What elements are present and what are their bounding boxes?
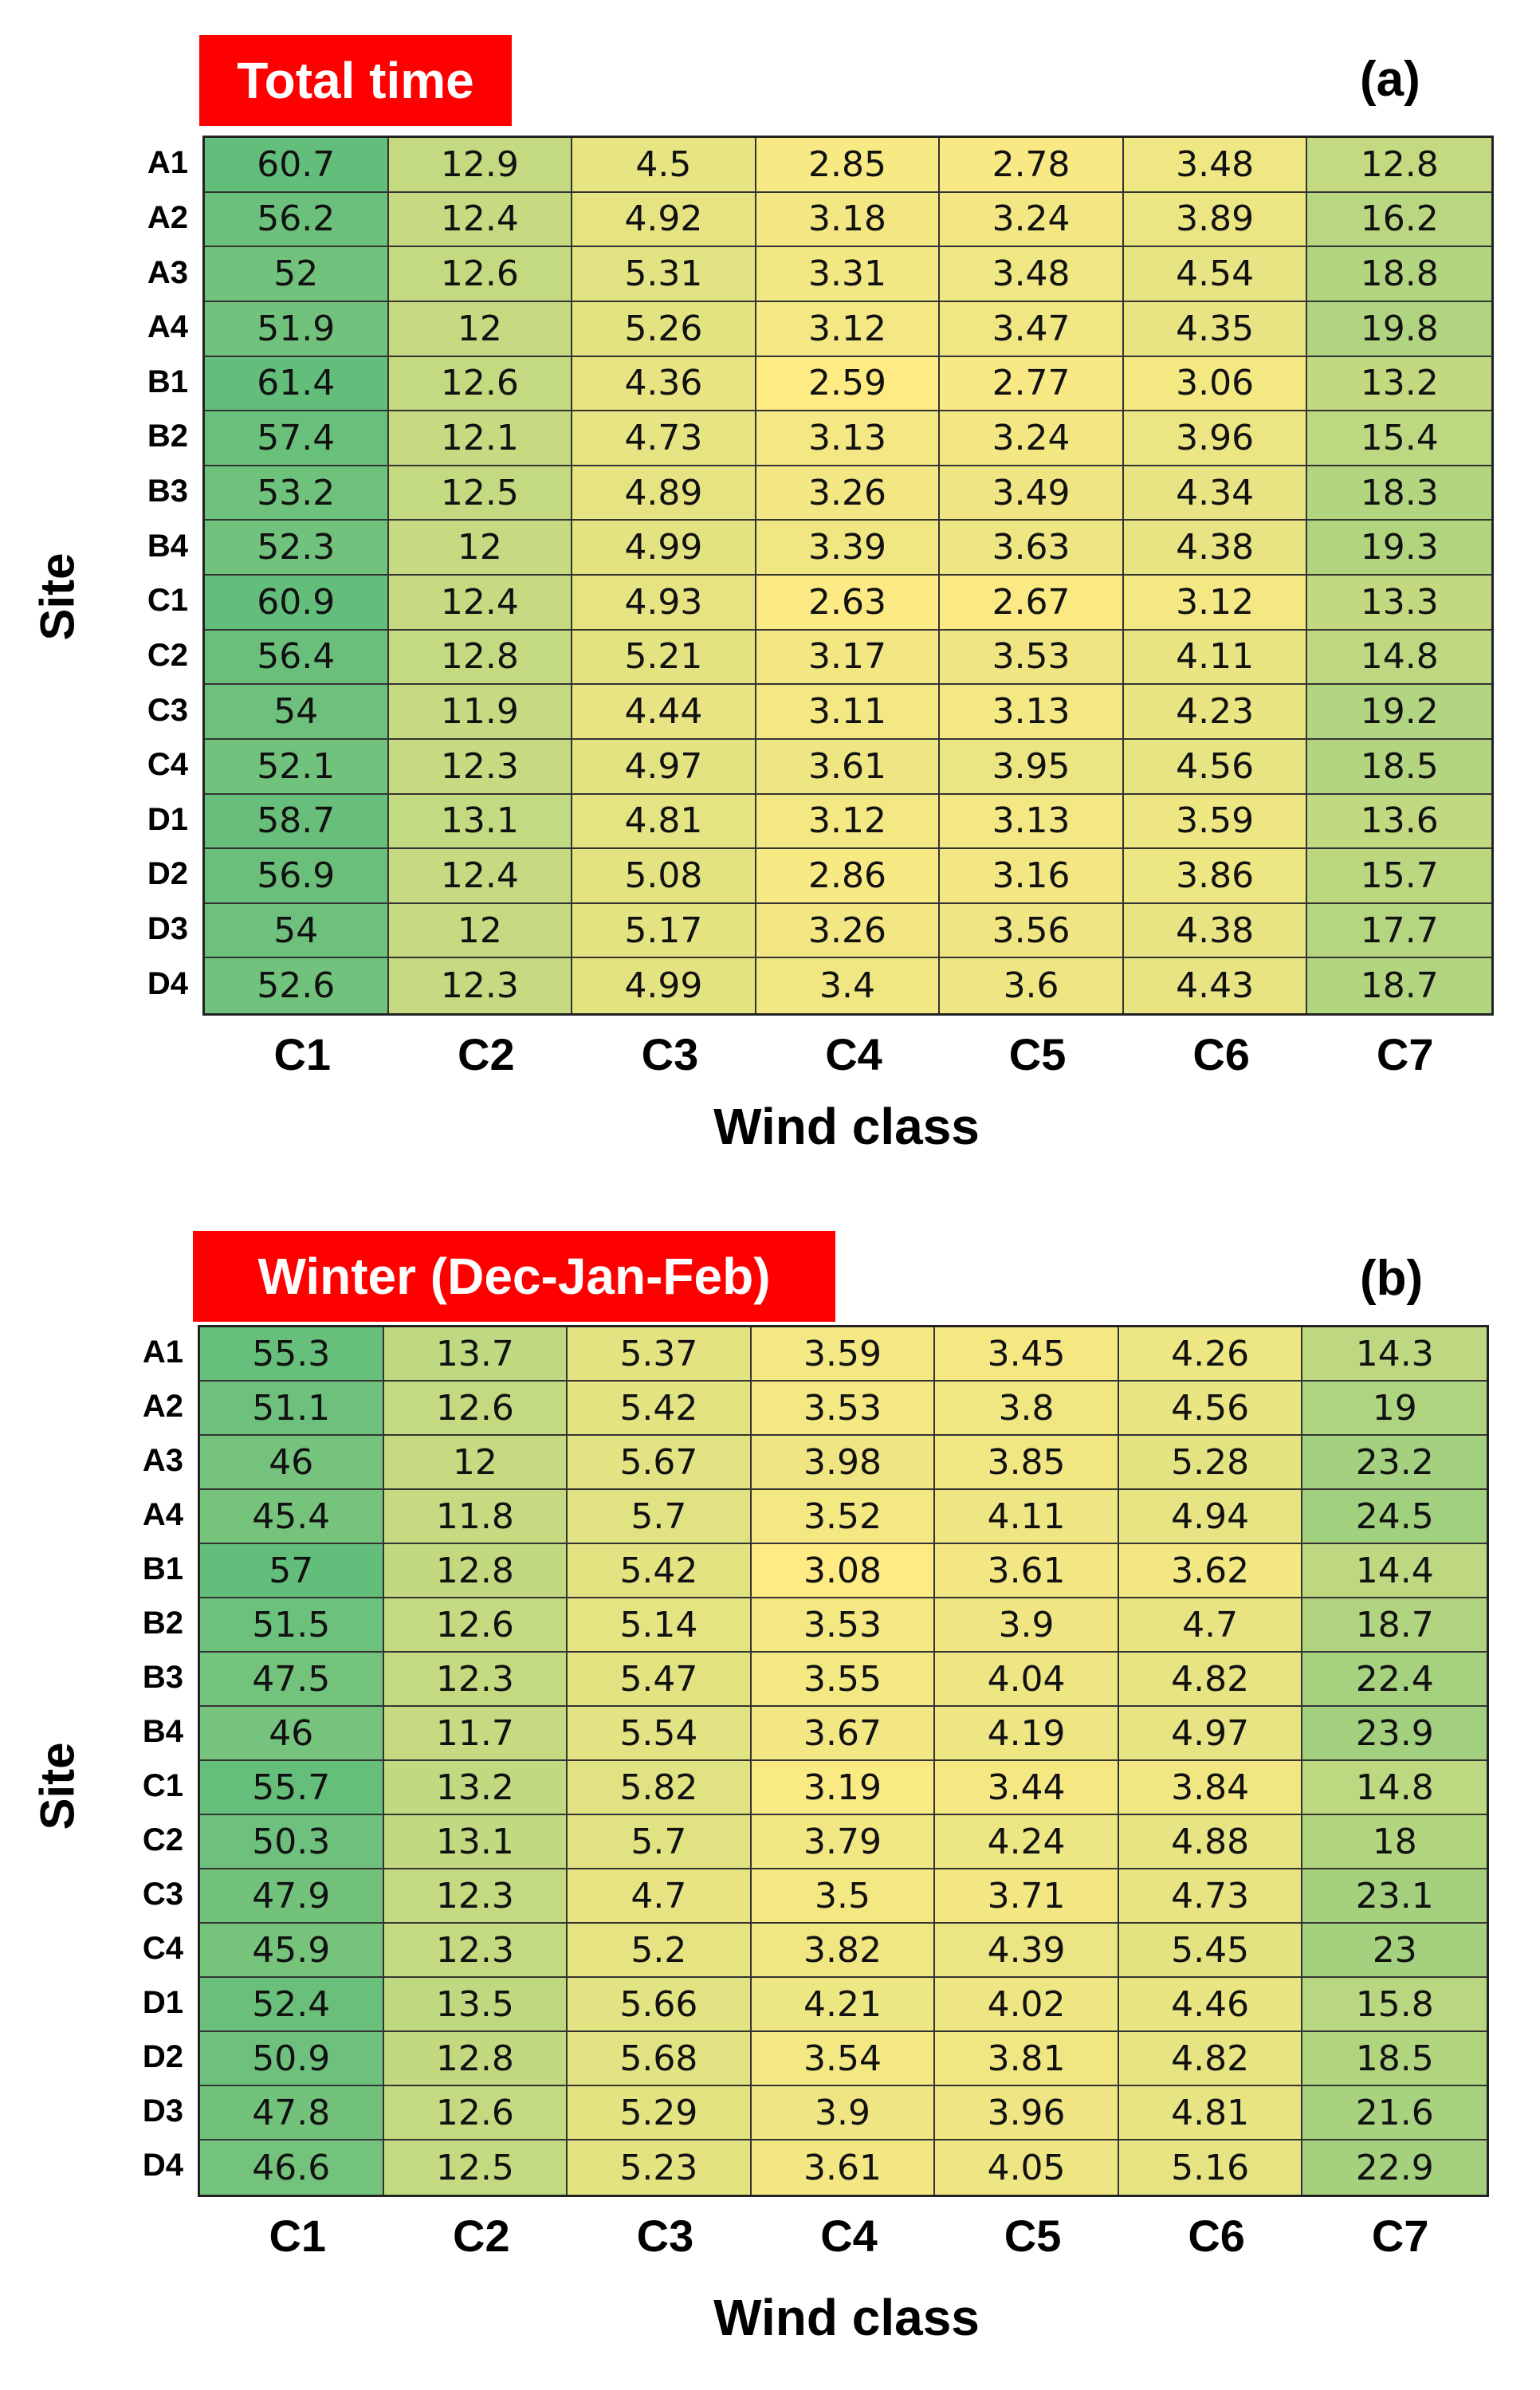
heatmap-cell: 4.19 (935, 1707, 1119, 1761)
heatmap-cell: 52.3 (205, 521, 389, 576)
heatmap-cell: 5.26 (572, 302, 756, 357)
heatmap-cell: 4.82 (1119, 1653, 1303, 1707)
heatmap-cell: 5.37 (568, 1327, 752, 1382)
heatmap-cell: 3.55 (752, 1653, 936, 1707)
heatmap-grid (202, 136, 1494, 1016)
heatmap-cell: 18.3 (1307, 466, 1491, 521)
chart-title: Winter (Dec-Jan-Feb) (193, 1231, 835, 1322)
heatmap-cell: 5.29 (568, 2086, 752, 2140)
heatmap-cell: 4.73 (572, 411, 756, 466)
heatmap-cell: 3.48 (940, 247, 1124, 302)
heatmap-cell: 13.7 (384, 1327, 568, 1382)
heatmap-cell: 12 (389, 302, 573, 357)
heatmap-cell: 2.63 (756, 576, 941, 631)
heatmap-cell: 12.6 (389, 357, 573, 412)
heatmap-cell: 19 (1302, 1382, 1487, 1436)
heatmap-cell: 23.9 (1302, 1707, 1487, 1761)
heatmap-cell: 18.8 (1307, 247, 1491, 302)
heatmap-cell: 3.96 (935, 2086, 1119, 2140)
heatmap-cell: 3.16 (940, 849, 1124, 904)
column-label: C3 (636, 2211, 694, 2261)
heatmap-cell: 18.7 (1302, 1598, 1487, 1653)
heatmap-cell: 4.21 (752, 1978, 936, 2032)
x-axis-title: Wind class (713, 1098, 980, 1155)
x-axis-title: Wind class (713, 2289, 980, 2346)
heatmap-cell: 13.1 (384, 1815, 568, 1869)
heatmap-cell: 51.1 (200, 1382, 384, 1436)
heatmap-cell: 19.3 (1307, 521, 1491, 576)
heatmap-cell: 3.48 (1124, 138, 1308, 193)
heatmap-cell: 61.4 (205, 357, 389, 412)
heatmap-cell: 12.6 (384, 1382, 568, 1436)
row-label: A4 (142, 1497, 183, 1532)
heatmap-cell: 54 (205, 904, 389, 959)
row-label: A3 (142, 1443, 183, 1478)
heatmap-cell: 3.19 (752, 1761, 936, 1815)
heatmap-cell: 3.11 (756, 685, 941, 740)
column-label: C6 (1188, 2211, 1245, 2261)
heatmap-cell: 23.1 (1302, 1869, 1487, 1924)
heatmap-cell: 12.1 (389, 411, 573, 466)
heatmap-cell: 12.6 (384, 2086, 568, 2140)
row-label: B1 (142, 1551, 183, 1586)
row-label: B3 (142, 1660, 183, 1695)
row-label: D3 (147, 911, 188, 947)
heatmap-cell: 45.9 (200, 1924, 384, 1978)
heatmap-cell: 52.4 (200, 1978, 384, 2032)
heatmap-cell: 5.68 (568, 2032, 752, 2086)
heatmap-cell: 22.4 (1302, 1653, 1487, 1707)
row-label: C4 (147, 747, 188, 783)
heatmap-cell: 3.98 (752, 1436, 936, 1490)
heatmap-cell: 4.26 (1119, 1327, 1303, 1382)
heatmap-cell: 3.13 (756, 411, 941, 466)
row-label: B2 (142, 1606, 183, 1641)
row-label: B4 (142, 1714, 183, 1749)
heatmap-cell: 4.99 (572, 521, 756, 576)
row-label: C1 (142, 1768, 183, 1803)
column-label: C4 (825, 1029, 882, 1079)
column-label: C3 (641, 1029, 699, 1079)
heatmap-cell: 5.17 (572, 904, 756, 959)
row-label: C2 (142, 1822, 183, 1857)
heatmap-cell: 12.8 (384, 2032, 568, 2086)
heatmap-cell: 16.2 (1307, 193, 1491, 248)
heatmap-cell: 3.31 (756, 247, 941, 302)
heatmap-cell: 12.3 (384, 1924, 568, 1978)
heatmap-cell: 52.1 (205, 740, 389, 795)
heatmap-cell: 12.3 (384, 1653, 568, 1707)
heatmap-cell: 3.85 (935, 1436, 1119, 1490)
heatmap-cell: 2.77 (940, 357, 1124, 412)
heatmap-cell: 4.23 (1124, 685, 1308, 740)
heatmap-cell: 12.3 (384, 1869, 568, 1924)
heatmap-cell: 12.3 (389, 740, 573, 795)
row-label: C2 (147, 637, 188, 673)
heatmap-cell: 3.71 (935, 1869, 1119, 1924)
heatmap-cell: 17.7 (1307, 904, 1491, 959)
row-label: A2 (142, 1389, 183, 1424)
heatmap-cell: 12.4 (389, 193, 573, 248)
heatmap-cell: 3.61 (756, 740, 941, 795)
heatmap-cell: 12.4 (389, 849, 573, 904)
heatmap-cell: 50.9 (200, 2032, 384, 2086)
heatmap-cell: 4.04 (935, 1653, 1119, 1707)
heatmap-cell: 12.5 (384, 2140, 568, 2195)
heatmap-cell: 4.56 (1119, 1382, 1303, 1436)
chart-title: Total time (199, 35, 512, 126)
heatmap-cell: 4.35 (1124, 302, 1308, 357)
row-label: B3 (147, 474, 188, 509)
heatmap-cell: 3.24 (940, 193, 1124, 248)
heatmap-cell: 12.8 (1307, 138, 1491, 193)
heatmap-cell: 3.79 (752, 1815, 936, 1869)
heatmap-cell: 4.73 (1119, 1869, 1303, 1924)
heatmap-cell: 3.54 (752, 2032, 936, 2086)
heatmap-cell: 53.2 (205, 466, 389, 521)
heatmap-cell: 3.84 (1119, 1761, 1303, 1815)
heatmap-cell: 4.7 (568, 1869, 752, 1924)
heatmap-cell: 12 (389, 904, 573, 959)
heatmap-cell: 56.4 (205, 631, 389, 686)
heatmap-cell: 13.5 (384, 1978, 568, 2032)
heatmap-cell: 46 (200, 1707, 384, 1761)
heatmap-cell: 60.9 (205, 576, 389, 631)
heatmap-cell: 12.3 (389, 958, 573, 1013)
heatmap-cell: 4.89 (572, 466, 756, 521)
heatmap-cell: 3.26 (756, 904, 941, 959)
row-label: A1 (142, 1335, 183, 1370)
column-label: C7 (1376, 1029, 1434, 1079)
heatmap-cell: 12.6 (389, 247, 573, 302)
heatmap-cell: 4.36 (572, 357, 756, 412)
row-label: B4 (147, 528, 188, 564)
row-label: C4 (142, 1931, 183, 1966)
heatmap-cell: 12.5 (389, 466, 573, 521)
heatmap-cell: 5.2 (568, 1924, 752, 1978)
heatmap-cell: 4.94 (1119, 1490, 1303, 1544)
heatmap-cell: 57 (200, 1544, 384, 1598)
heatmap-cell: 3.8 (935, 1382, 1119, 1436)
heatmap-cell: 3.49 (940, 466, 1124, 521)
heatmap-cell: 3.89 (1124, 193, 1308, 248)
heatmap-cell: 5.47 (568, 1653, 752, 1707)
heatmap-cell: 3.17 (756, 631, 941, 686)
heatmap-cell: 4.97 (572, 740, 756, 795)
heatmap-cell: 4.11 (1124, 631, 1308, 686)
heatmap-cell: 3.12 (756, 302, 941, 357)
heatmap-cell: 4.44 (572, 685, 756, 740)
heatmap-cell: 13.2 (384, 1761, 568, 1815)
column-label: C5 (1004, 2211, 1062, 2261)
heatmap-cell: 3.08 (752, 1544, 936, 1598)
heatmap-cell: 12.4 (389, 576, 573, 631)
heatmap-cell: 13.1 (389, 795, 573, 850)
heatmap-cell: 4.88 (1119, 1815, 1303, 1869)
column-label: C7 (1371, 2211, 1429, 2261)
heatmap-cell: 5.42 (568, 1382, 752, 1436)
heatmap-cell: 12.8 (389, 631, 573, 686)
heatmap-cell: 3.59 (1124, 795, 1308, 850)
heatmap-cell: 14.3 (1302, 1327, 1487, 1382)
row-label: B1 (147, 364, 188, 399)
heatmap-cell: 5.7 (568, 1815, 752, 1869)
heatmap-cell: 4.11 (935, 1490, 1119, 1544)
row-label: D2 (147, 856, 188, 892)
heatmap-cell: 47.8 (200, 2086, 384, 2140)
heatmap-cell: 3.06 (1124, 357, 1308, 412)
heatmap-cell: 3.53 (752, 1598, 936, 1653)
heatmap-cell: 46.6 (200, 2140, 384, 2195)
heatmap-cell: 11.8 (384, 1490, 568, 1544)
heatmap-cell: 2.59 (756, 357, 941, 412)
heatmap-cell: 52 (205, 247, 389, 302)
heatmap-cell: 2.67 (940, 576, 1124, 631)
heatmap-cell: 3.56 (940, 904, 1124, 959)
column-label: C6 (1192, 1029, 1250, 1079)
heatmap-cell: 3.95 (940, 740, 1124, 795)
heatmap-cell: 5.14 (568, 1598, 752, 1653)
heatmap-cell: 3.12 (756, 795, 941, 850)
heatmap-cell: 3.44 (935, 1761, 1119, 1815)
heatmap-cell: 4.38 (1124, 521, 1308, 576)
row-label: A1 (147, 145, 188, 181)
y-axis-title: Site (30, 552, 84, 641)
heatmap-cell: 12.6 (384, 1598, 568, 1653)
heatmap-cell: 4.56 (1124, 740, 1308, 795)
heatmap-cell: 51.5 (200, 1598, 384, 1653)
heatmap-cell: 3.13 (940, 685, 1124, 740)
column-label: C1 (273, 1029, 332, 1079)
y-axis-title: Site (30, 1742, 84, 1830)
heatmap-cell: 11.7 (384, 1707, 568, 1761)
heatmap-cell: 3.96 (1124, 411, 1308, 466)
heatmap-cell: 15.4 (1307, 411, 1491, 466)
heatmap-cell: 3.24 (940, 411, 1124, 466)
heatmap-cell: 14.4 (1302, 1544, 1487, 1598)
heatmap-cell: 56.2 (205, 193, 389, 248)
heatmap-cell: 46 (200, 1436, 384, 1490)
heatmap-cell: 4.54 (1124, 247, 1308, 302)
heatmap-cell: 4.7 (1119, 1598, 1303, 1653)
heatmap-cell: 4.99 (572, 958, 756, 1013)
heatmap-cell: 5.67 (568, 1436, 752, 1490)
row-label: D4 (147, 965, 188, 1001)
row-label: C3 (142, 1877, 183, 1912)
row-label: D1 (142, 1985, 183, 2020)
heatmap-cell: 57.4 (205, 411, 389, 466)
heatmap-cell: 5.16 (1119, 2140, 1303, 2195)
heatmap-cell: 3.53 (940, 631, 1124, 686)
column-label: C4 (820, 2211, 878, 2261)
heatmap-cell: 23.2 (1302, 1436, 1487, 1490)
heatmap-cell: 11.9 (389, 685, 573, 740)
heatmap-cell: 24.5 (1302, 1490, 1487, 1544)
row-label: D1 (147, 801, 188, 837)
heatmap-cell: 4.5 (572, 138, 756, 193)
heatmap-panel-b (0, 1188, 1540, 2390)
heatmap-cell: 4.92 (572, 193, 756, 248)
heatmap-panel-a (0, 0, 1540, 1188)
row-label: A3 (147, 254, 188, 290)
heatmap-cell: 4.05 (935, 2140, 1119, 2195)
heatmap-cell: 3.9 (752, 2086, 936, 2140)
heatmap-cell: 15.7 (1307, 849, 1491, 904)
heatmap-cell: 15.8 (1302, 1978, 1487, 2032)
heatmap-cell: 14.8 (1307, 631, 1491, 686)
heatmap-cell: 3.39 (756, 521, 941, 576)
heatmap-cell: 18.5 (1302, 2032, 1487, 2086)
heatmap-cell: 2.78 (940, 138, 1124, 193)
heatmap-cell: 3.82 (752, 1924, 936, 1978)
heatmap-cell: 3.61 (752, 2140, 936, 2195)
heatmap-cell: 12.8 (384, 1544, 568, 1598)
heatmap-cell: 21.6 (1302, 2086, 1487, 2140)
heatmap-cell: 3.61 (935, 1544, 1119, 1598)
heatmap-cell: 18 (1302, 1815, 1487, 1869)
heatmap-cell: 4.46 (1119, 1978, 1303, 2032)
heatmap-cell: 4.02 (935, 1978, 1119, 2032)
heatmap-cell: 13.6 (1307, 795, 1491, 850)
heatmap-cell: 50.3 (200, 1815, 384, 1869)
heatmap-cell: 23 (1302, 1924, 1487, 1978)
heatmap-cell: 5.82 (568, 1761, 752, 1815)
heatmap-cell: 4.34 (1124, 466, 1308, 521)
heatmap-cell: 3.13 (940, 795, 1124, 850)
heatmap-cell: 3.63 (940, 521, 1124, 576)
heatmap-cell: 3.59 (752, 1327, 936, 1382)
heatmap-cell: 5.28 (1119, 1436, 1303, 1490)
heatmap-cell: 4.97 (1119, 1707, 1303, 1761)
heatmap-cell: 3.81 (935, 2032, 1119, 2086)
heatmap-cell: 5.31 (572, 247, 756, 302)
heatmap-cell: 47.9 (200, 1869, 384, 1924)
heatmap-cell: 3.6 (940, 958, 1124, 1013)
heatmap-cell: 18.7 (1307, 958, 1491, 1013)
heatmap-cell: 3.47 (940, 302, 1124, 357)
heatmap-cell: 52.6 (205, 958, 389, 1013)
row-label: A4 (147, 309, 188, 345)
heatmap-cell: 12 (384, 1436, 568, 1490)
heatmap-cell: 3.86 (1124, 849, 1308, 904)
heatmap-cell: 3.45 (935, 1327, 1119, 1382)
heatmap-cell: 3.52 (752, 1490, 936, 1544)
heatmap-cell: 3.53 (752, 1382, 936, 1436)
heatmap-cell: 54 (205, 685, 389, 740)
heatmap-cell: 3.18 (756, 193, 941, 248)
heatmap-cell: 45.4 (200, 1490, 384, 1544)
heatmap-cell: 3.12 (1124, 576, 1308, 631)
heatmap-cell: 4.24 (935, 1815, 1119, 1869)
heatmap-cell: 3.4 (756, 958, 941, 1013)
heatmap-cell: 60.7 (205, 138, 389, 193)
heatmap-grid (198, 1325, 1489, 2197)
heatmap-cell: 5.42 (568, 1544, 752, 1598)
heatmap-cell: 22.9 (1302, 2140, 1487, 2195)
heatmap-cell: 3.9 (935, 1598, 1119, 1653)
heatmap-cell: 3.67 (752, 1707, 936, 1761)
heatmap-cell: 5.45 (1119, 1924, 1303, 1978)
row-label: D4 (142, 2148, 183, 2183)
heatmap-cell: 5.23 (568, 2140, 752, 2195)
row-label: C3 (147, 692, 188, 728)
heatmap-cell: 2.85 (756, 138, 941, 193)
heatmap-cell: 3.62 (1119, 1544, 1303, 1598)
heatmap-cell: 12 (389, 521, 573, 576)
heatmap-cell: 5.7 (568, 1490, 752, 1544)
heatmap-cell: 13.3 (1307, 576, 1491, 631)
heatmap-cell: 58.7 (205, 795, 389, 850)
heatmap-cell: 55.3 (200, 1327, 384, 1382)
heatmap-cell: 18.5 (1307, 740, 1491, 795)
heatmap-cell: 3.5 (752, 1869, 936, 1924)
heatmap-cell: 4.39 (935, 1924, 1119, 1978)
heatmap-cell: 3.26 (756, 466, 941, 521)
row-label: D3 (142, 2093, 183, 2129)
heatmap-cell: 56.9 (205, 849, 389, 904)
column-label: C2 (458, 1029, 515, 1079)
heatmap-cell: 55.7 (200, 1761, 384, 1815)
heatmap-cell: 19.8 (1307, 302, 1491, 357)
heatmap-cell: 14.8 (1302, 1761, 1487, 1815)
heatmap-cell: 5.21 (572, 631, 756, 686)
heatmap-cell: 4.38 (1124, 904, 1308, 959)
heatmap-cell: 4.81 (572, 795, 756, 850)
heatmap-cell: 47.5 (200, 1653, 384, 1707)
heatmap-cell: 4.82 (1119, 2032, 1303, 2086)
heatmap-cell: 5.54 (568, 1707, 752, 1761)
heatmap-cell: 5.08 (572, 849, 756, 904)
panel-label: (b) (1360, 1251, 1424, 1306)
heatmap-cell: 2.86 (756, 849, 941, 904)
heatmap-cell: 4.43 (1124, 958, 1308, 1013)
heatmap-cell: 19.2 (1307, 685, 1491, 740)
row-label: D2 (142, 2039, 183, 2074)
heatmap-cell: 12.9 (389, 138, 573, 193)
column-label: C1 (269, 2211, 327, 2261)
column-label: C2 (453, 2211, 510, 2261)
heatmap-cell: 4.93 (572, 576, 756, 631)
column-label: C5 (1008, 1029, 1067, 1079)
row-label: C1 (147, 583, 188, 619)
heatmap-cell: 5.66 (568, 1978, 752, 2032)
row-label: B2 (147, 419, 188, 454)
heatmap-cell: 51.9 (205, 302, 389, 357)
heatmap-cell: 13.2 (1307, 357, 1491, 412)
row-label: A2 (147, 199, 188, 235)
panel-label: (a) (1360, 52, 1420, 107)
heatmap-cell: 4.81 (1119, 2086, 1303, 2140)
